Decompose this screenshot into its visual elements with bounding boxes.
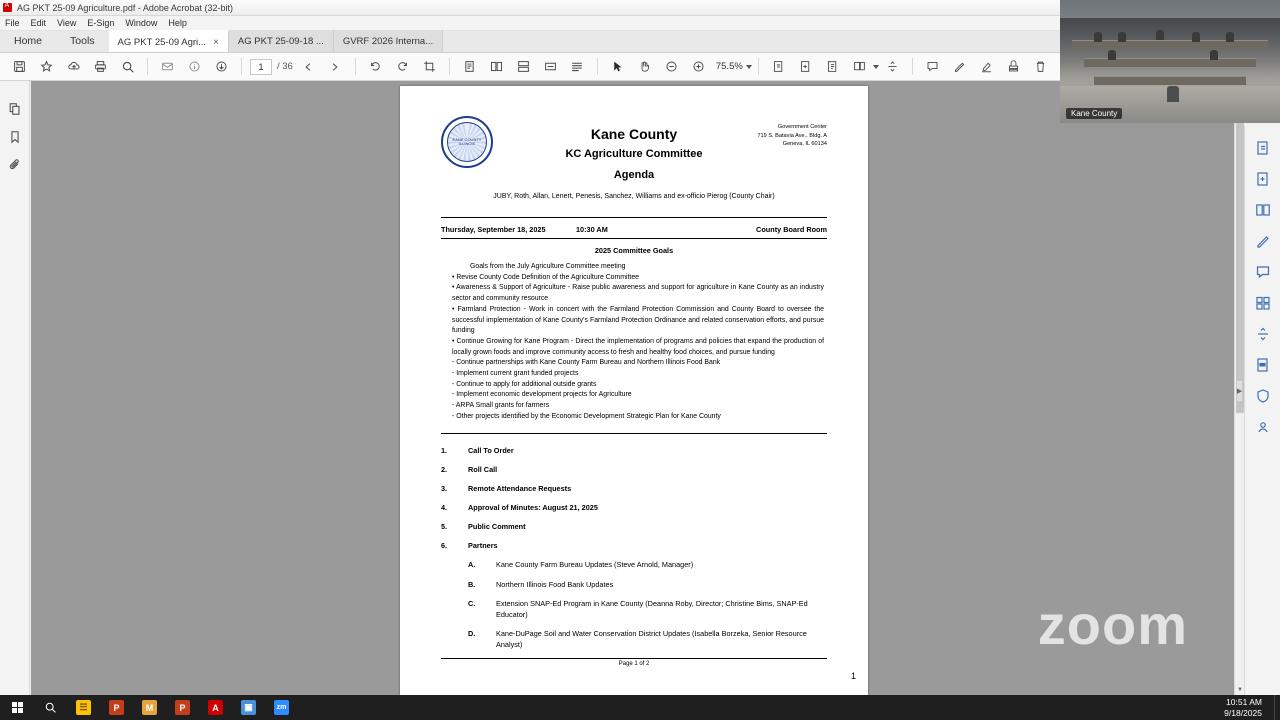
menu-item-view[interactable]: View bbox=[57, 18, 77, 28]
organize-pages-icon[interactable] bbox=[1245, 287, 1280, 318]
page-number-input[interactable]: 1 bbox=[250, 59, 272, 75]
star-icon[interactable] bbox=[35, 55, 58, 78]
menu-item-esign[interactable]: E-Sign bbox=[87, 18, 115, 28]
photos-icon[interactable]: ▣ bbox=[232, 695, 265, 720]
video-attendee bbox=[1118, 32, 1126, 42]
agenda-item-number: 6. bbox=[441, 541, 448, 550]
tab-document-3-label: GVRF 2026 Interna... bbox=[342, 35, 434, 47]
agenda-item bbox=[441, 541, 827, 550]
agenda-sub-item-number: D. bbox=[468, 629, 476, 639]
agenda-sub-item bbox=[441, 599, 827, 620]
agenda-item-number: 1. bbox=[441, 446, 448, 455]
scroll-down-icon[interactable]: ▼ bbox=[1237, 686, 1243, 693]
menu-item-window[interactable]: Window bbox=[125, 18, 158, 28]
close-icon[interactable]: × bbox=[213, 36, 219, 48]
comment-icon[interactable] bbox=[921, 55, 944, 78]
tab-document-2-label: AG PKT 25-09-18 ... bbox=[237, 35, 324, 47]
next-page-icon[interactable] bbox=[324, 55, 347, 78]
zoom-level-selector[interactable] bbox=[716, 61, 752, 72]
search-icon[interactable] bbox=[116, 55, 139, 78]
toolbar-divider-5 bbox=[597, 58, 598, 75]
right-rail-collapse-handle[interactable]: ▶ bbox=[1236, 380, 1243, 402]
agenda-item bbox=[441, 446, 827, 455]
agenda-item-number: 2. bbox=[441, 465, 448, 474]
goal-item: - Continue to apply for additional outside grants bbox=[452, 380, 597, 388]
goal-item: • Revise County Code Definition of the Agriculture Committee bbox=[452, 273, 640, 281]
header-rule-top bbox=[441, 217, 827, 218]
zoom-icon[interactable]: zm bbox=[265, 695, 298, 720]
tab-home[interactable]: Home bbox=[14, 35, 43, 47]
rotate-cw-icon[interactable] bbox=[391, 55, 414, 78]
agenda-sub-item-label: Kane-DuPage Soil and Water Conservation District Updates (Isabella Borzeka, Senior Resource Analyst) bbox=[496, 629, 807, 649]
create-pdf-icon[interactable] bbox=[1245, 163, 1280, 194]
address-line-1: Government Center bbox=[777, 124, 827, 130]
text-list-icon[interactable] bbox=[566, 55, 589, 78]
footer-rule bbox=[441, 658, 827, 659]
fill-sign-icon[interactable] bbox=[948, 55, 971, 78]
header-rule-bottom bbox=[441, 238, 827, 239]
goal-item: • Farmland Protection - Work in concert with the Farmland Protection Commission and County Board to oversee the successful implementation of Kane County’s Farmland Protection Ordinance and related conservation efforts, and pursue funding bbox=[452, 305, 824, 335]
meeting-time: 10:30 AM bbox=[576, 225, 608, 234]
windows-taskbar bbox=[0, 695, 1280, 720]
page-footer: Page 1 of 2 bbox=[618, 661, 650, 667]
tab-document-1[interactable] bbox=[109, 30, 229, 52]
previous-page-icon[interactable] bbox=[297, 55, 320, 78]
tab-document-3[interactable] bbox=[334, 30, 443, 52]
toolbar-divider-4 bbox=[449, 58, 450, 75]
agenda-item-number: 4. bbox=[441, 503, 448, 512]
agenda-sub-item-number: A. bbox=[468, 560, 476, 569]
file-explorer-icon[interactable]: ☰ bbox=[67, 695, 100, 720]
attachments-icon[interactable] bbox=[0, 151, 30, 179]
agenda-list bbox=[441, 446, 827, 659]
video-attendee bbox=[1210, 50, 1218, 60]
zoom-level-label: 75.5% bbox=[715, 61, 743, 72]
hand-tool-icon[interactable] bbox=[633, 55, 656, 78]
export-pdf-icon[interactable] bbox=[1245, 132, 1280, 163]
menu-item-file[interactable]: File bbox=[5, 18, 20, 28]
select-tool-icon[interactable] bbox=[606, 55, 629, 78]
address-line-2: 719 S. Batavia Ave., Bldg. A bbox=[757, 132, 827, 139]
agenda-sub-item bbox=[441, 580, 827, 591]
goal-item: - Other projects identified by the Economic Development Strategic Plan for Kane County bbox=[452, 412, 721, 420]
agenda-item bbox=[441, 484, 827, 493]
zoom-watermark: zoom bbox=[1037, 593, 1188, 656]
stamp-icon[interactable] bbox=[1002, 55, 1025, 78]
video-attendee bbox=[1156, 30, 1164, 40]
agenda-sub-item-label: Northern Illinois Food Bank Updates bbox=[496, 579, 614, 589]
print-icon[interactable] bbox=[89, 55, 112, 78]
clock-date: 9/18/2025 bbox=[1224, 707, 1262, 718]
meeting-location: County Board Room bbox=[756, 225, 827, 234]
tab-tools[interactable]: Tools bbox=[70, 35, 95, 47]
powerpoint-icon[interactable]: P bbox=[100, 695, 133, 720]
agenda-sub-item bbox=[441, 629, 827, 650]
agenda-item-label: Roll Call bbox=[468, 465, 498, 474]
goal-item: - ARPA Small grants for farmers bbox=[452, 402, 550, 410]
agenda-item-label: Public Comment bbox=[468, 522, 526, 531]
address-line-3: Geneva, IL 60134 bbox=[782, 141, 827, 148]
compress-pdf-icon[interactable] bbox=[1245, 318, 1280, 349]
combine-files-icon[interactable] bbox=[1245, 194, 1280, 225]
edit-pdf-icon[interactable] bbox=[1245, 225, 1280, 256]
meeting-meta bbox=[441, 225, 827, 234]
goal-item: - Implement current grant funded projects bbox=[452, 370, 579, 378]
rotate-ccw-icon[interactable] bbox=[364, 55, 387, 78]
acrobat-icon[interactable]: A bbox=[199, 695, 232, 720]
committee-members: JUBY, Roth, Allan, Lenert, Penesis, Sanchez, Williams and ex-officio Pierog (County Chair) bbox=[493, 193, 775, 200]
two-page-icon[interactable] bbox=[485, 55, 508, 78]
search-icon[interactable] bbox=[34, 695, 67, 720]
agenda-sub-item-label: Kane County Farm Bureau Updates (Steve Arnold, Manager) bbox=[496, 560, 694, 569]
export-icon[interactable] bbox=[767, 55, 790, 78]
agenda-item-label: Partners bbox=[468, 541, 498, 550]
menu-item-help[interactable]: Help bbox=[168, 18, 187, 28]
scrollbar-thumb[interactable] bbox=[1236, 113, 1244, 413]
video-speaker bbox=[1167, 86, 1179, 102]
fit-width-icon[interactable] bbox=[539, 55, 562, 78]
video-attendee bbox=[1192, 32, 1200, 42]
email-icon[interactable] bbox=[156, 55, 179, 78]
comment-icon[interactable] bbox=[1245, 256, 1280, 287]
menu-item-edit[interactable]: Edit bbox=[30, 18, 47, 28]
chevron-down-icon[interactable] bbox=[746, 65, 752, 69]
window-title: AG PKT 25-09 Agriculture.pdf - Adobe Acrobat (32-bit) bbox=[17, 2, 233, 13]
scroll-icon[interactable] bbox=[512, 55, 535, 78]
document-subtitle: KC Agriculture Committee bbox=[565, 148, 703, 160]
tab-document-1-label: AG PKT 25-09 Agri... bbox=[117, 36, 207, 48]
goals-list bbox=[452, 262, 824, 423]
video-attendee bbox=[1108, 50, 1116, 60]
more-tools-icon[interactable] bbox=[1245, 411, 1280, 442]
system-clock[interactable] bbox=[1224, 695, 1262, 720]
page-total-label: / 36 bbox=[277, 61, 293, 72]
save-icon[interactable] bbox=[8, 55, 31, 78]
download-icon[interactable] bbox=[210, 55, 233, 78]
goal-item: - Continue partnerships with Kane County Farm Bureau and Northern Illinois Food Bank bbox=[452, 359, 721, 367]
organize-pages-icon[interactable] bbox=[848, 55, 871, 78]
page-view-icon[interactable] bbox=[458, 55, 481, 78]
goals-header: 2025 Committee Goals bbox=[594, 246, 674, 255]
acrobat-icon bbox=[3, 3, 12, 12]
compress-icon[interactable] bbox=[881, 55, 904, 78]
agenda-item-label: Call To Order bbox=[468, 446, 514, 455]
goals-rule bbox=[441, 433, 827, 434]
toolbar-divider-7 bbox=[912, 58, 913, 75]
right-tools-rail bbox=[1244, 126, 1280, 695]
goal-item: • Awareness & Support of Agriculture - Raise public awareness and support for agriculture in Kane County as an industry sector and community resource bbox=[452, 284, 824, 303]
county-seal-icon bbox=[441, 116, 493, 168]
agenda-item-number: 5. bbox=[441, 522, 448, 531]
meeting-date: Thursday, September 18, 2025 bbox=[441, 225, 546, 234]
clock-time: 10:51 AM bbox=[1226, 696, 1262, 707]
toolbar-divider bbox=[147, 58, 148, 75]
protect-icon[interactable] bbox=[1245, 380, 1280, 411]
toolbar-divider-3 bbox=[355, 58, 356, 75]
toolbar-divider-2 bbox=[241, 58, 242, 75]
bookmarks-icon[interactable] bbox=[0, 123, 30, 151]
agenda-item-label: Approval of Minutes: August 21, 2025 bbox=[468, 503, 598, 512]
edit-pdf-icon[interactable] bbox=[821, 55, 844, 78]
video-participant-name: Kane County bbox=[1066, 108, 1122, 119]
mail-icon[interactable]: M bbox=[133, 695, 166, 720]
redact-icon[interactable] bbox=[1245, 349, 1280, 380]
agenda-sub-item-number: B. bbox=[468, 579, 476, 589]
cloud-upload-icon[interactable] bbox=[62, 55, 85, 78]
page-marker: 1 bbox=[850, 671, 856, 681]
agenda-item-number: 3. bbox=[441, 484, 448, 493]
goal-item: • Continue Growing for Kane Program - Direct the implementation of programs and policies that expand the production of locally grown foods and improve community access to fresh and healthy food choices, and pursue funding bbox=[452, 337, 824, 356]
page-thumbnails-icon[interactable] bbox=[0, 95, 30, 123]
goal-item: - Implement economic development projects for Agriculture bbox=[452, 391, 632, 399]
document-subtitle-2: Agenda bbox=[613, 169, 655, 181]
agenda-item bbox=[441, 465, 827, 474]
show-desktop-button[interactable] bbox=[1274, 695, 1280, 720]
zoom-in-icon[interactable] bbox=[687, 55, 710, 78]
delete-icon[interactable] bbox=[1029, 55, 1052, 78]
highlight-icon[interactable] bbox=[975, 55, 998, 78]
create-pdf-icon[interactable] bbox=[794, 55, 817, 78]
pdf-page bbox=[400, 86, 868, 695]
crop-icon[interactable] bbox=[418, 55, 441, 78]
windows-logo-icon bbox=[12, 702, 23, 713]
agenda-sub-item-label: Extension SNAP-Ed Program in Kane County (Deanna Roby, Director; Christine Bims, SNAP-Ed Educator) bbox=[496, 599, 808, 619]
video-attendee bbox=[1094, 32, 1102, 42]
zoom-video-panel[interactable] bbox=[1060, 0, 1280, 123]
agenda-sub-item-number: C. bbox=[468, 599, 476, 609]
chevron-down-icon-2[interactable] bbox=[873, 65, 879, 69]
agenda-item-label: Remote Attendance Requests bbox=[468, 484, 572, 493]
goals-lead: Goals from the July Agriculture Committee meeting bbox=[470, 263, 626, 270]
county-seal-inner: KANE COUNTY ILLINOIS bbox=[447, 122, 487, 162]
start-button[interactable] bbox=[0, 695, 34, 720]
agenda-sub-item bbox=[441, 560, 827, 571]
agenda-item bbox=[441, 522, 827, 531]
zoom-out-icon[interactable] bbox=[660, 55, 683, 78]
toolbar-divider-6 bbox=[758, 58, 759, 75]
info-icon[interactable] bbox=[183, 55, 206, 78]
page-navigation bbox=[250, 59, 293, 75]
agenda-item bbox=[441, 503, 827, 512]
powerpoint2-icon[interactable]: P bbox=[166, 695, 199, 720]
document-address bbox=[697, 123, 827, 149]
left-navigation-rail bbox=[0, 81, 30, 695]
document-canvas[interactable] bbox=[31, 81, 1244, 695]
tab-document-2[interactable] bbox=[229, 30, 334, 52]
document-title: Kane County bbox=[590, 126, 678, 142]
video-attendee bbox=[1226, 32, 1234, 42]
video-desk-row-3 bbox=[1094, 76, 1246, 85]
